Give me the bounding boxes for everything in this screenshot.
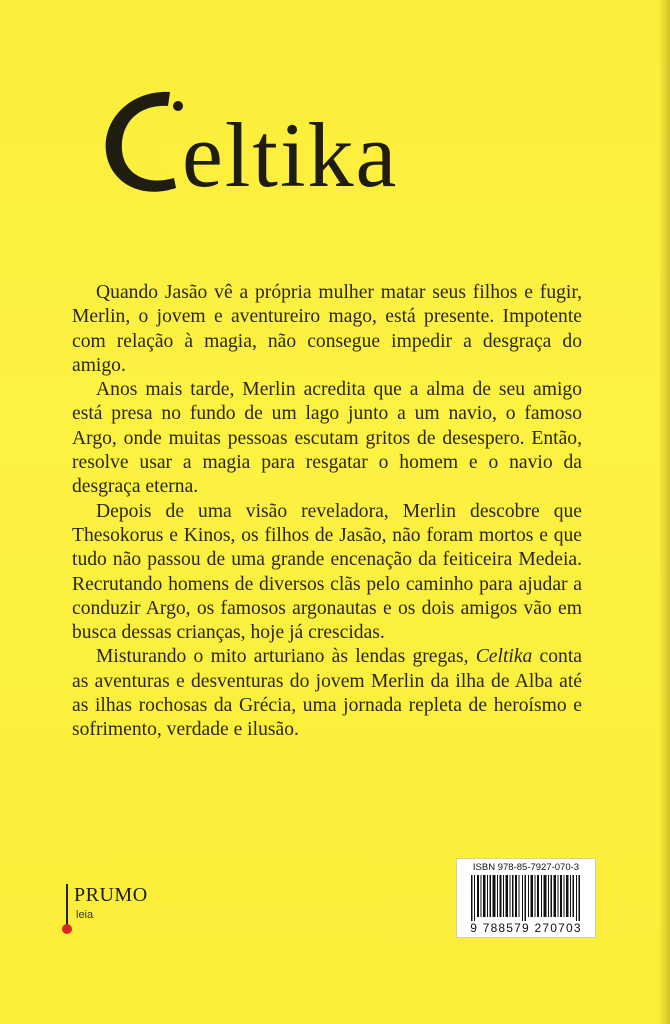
paragraph-4-before: Misturando o mito arturiano às lendas gregas, [96, 646, 476, 668]
paragraph-4-after: conta as aventuras e desventuras do jovem Merlin da ilha de Alba até as ilhas rochosas da Grécia, uma jornada repleta de heroísmo e sofrimento, verdade e ilusão. [72, 646, 582, 741]
synopsis-paragraph-4 [72, 645, 582, 742]
synopsis [72, 281, 582, 743]
publisher-dot-icon [62, 924, 72, 934]
synopsis-paragraph-3: Depois de uma visão reveladora, Merlin descobre que Thesokorus e Kinos, os filhos de Jasão, não foram mortos e que tudo não passou de uma grande encenação da feiticeira Medeia. Recrutando homens de diversos clãs pelo caminho para ajudar a conduzir Argo, os famosos argonautas e os dois amigos vão em busca dessas crianças, hoje já crescidas. [72, 500, 582, 644]
title-text: eltika [182, 104, 399, 202]
book-title [100, 82, 540, 202]
barcode-number: 9 788579 270703 [470, 921, 582, 935]
barcode [456, 858, 596, 938]
synopsis-paragraph-1: Quando Jasão vê a própria mulher matar seus filhos e fugir, Merlin, o jovem e aventureiro mago, está presente. Impotente com relação à magia, não consegue impedir a desgraça do amigo. [72, 282, 582, 376]
paragraph-4-title-italic: Celtika [475, 646, 533, 668]
publisher-imprint: leia [76, 909, 94, 921]
barcode-bars-icon [471, 875, 581, 921]
publisher-name: PRUMO [74, 884, 148, 906]
cover-edge [660, 0, 670, 1024]
synopsis-paragraph-2: Anos mais tarde, Merlin acredita que a alma de seu amigo está presa no fundo de um lago junto a um navio, o famoso Argo, onde muitas pessoas escutam gritos de desespero. Então, resolve usar a magia para resgatar o homem e o navio da desgraça eterna. [72, 379, 582, 498]
publisher-logo [62, 878, 182, 938]
isbn-label: ISBN 978-85-7927-070-3 [472, 862, 580, 873]
celtic-knot-initial-logo [100, 82, 540, 202]
